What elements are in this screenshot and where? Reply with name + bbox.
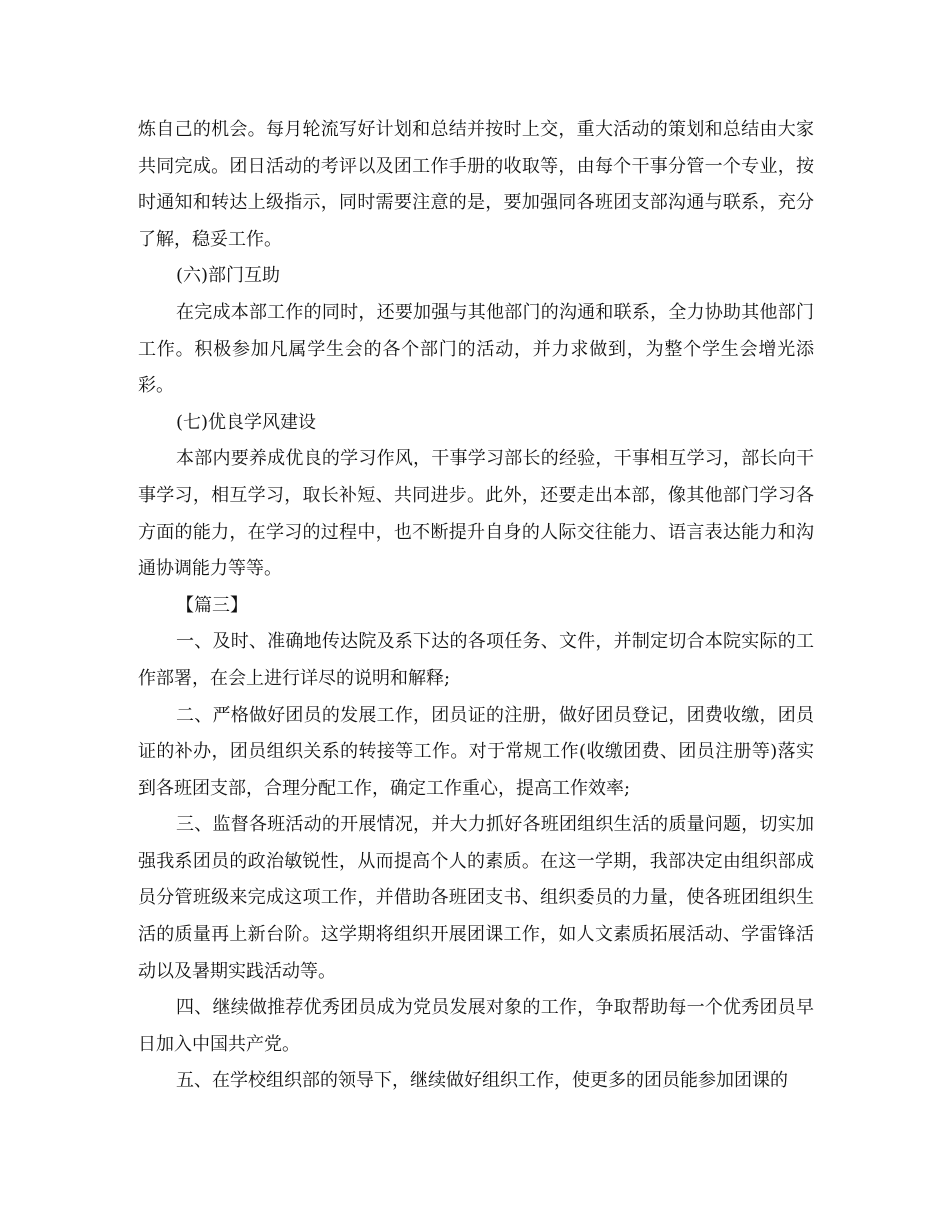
paragraph: 在完成本部工作的同时，还要加强与其他部门的沟通和联系，全力协助其他部门工作。积极参加凡属学生会的各个部门的活动，并力求做到，为整个学生会增光添彩。 — [138, 301, 814, 397]
list-item-paragraph: 一、及时、准确地传达院及系下达的各项任务、文件，并制定切合本院实际的工作部署，在会上进行详尽的说明和解释; — [138, 631, 814, 689]
list-item-paragraph: 四、继续做推荐优秀团员成为党员发展对象的工作，争取帮助每一个优秀团员早日加入中国共产党。 — [138, 997, 814, 1055]
section-heading-part-three: 【篇三】 — [176, 594, 248, 616]
section-heading-department-mutual-help: (六)部门互助 — [176, 265, 281, 287]
document-body — [138, 112, 814, 1100]
list-item-paragraph: 三、监督各班活动的开展情况，并大力抓好各班团组织生活的质量问题，切实加强我系团员的政治敏锐性，从而提高个人的素质。在这一学期，我部决定由组织部成员分管班级来完成这项工作，并借助各班团支书、组织委员的力量，使各班团组织生活的质量再上新台阶。这学期将组织开展团课工作，如人文素质拓展活动、学雷锋活动以及暑期实践活动等。 — [138, 814, 814, 982]
paragraph: 本部内要养成优良的学习作风，干事学习部长的经验，干事相互学习，部长向干事学习，相互学习，取长补短、共同进步。此外，还要走出本部，像其他部门学习各方面的能力，在学习的过程中，也不断提升自身的人际交往能力、语言表达能力和沟通协调能力等等。 — [138, 448, 814, 580]
list-item-paragraph: 五、在学校组织部的领导下，继续做好组织工作，使更多的团员能参加团课的 — [176, 1070, 788, 1092]
list-item-paragraph: 二、严格做好团员的发展工作，团员证的注册，做好团员登记，团费收缴，团员证的补办，团员组织关系的转接等工作。对于常规工作(收缴团费、团员注册等)落实到各班团支部，合理分配工作，确定工作重心，提高工作效率; — [138, 704, 814, 799]
paragraph-continuation: 炼自己的机会。每月轮流写好计划和总结并按时上交，重大活动的策划和总结由大家共同完成。团日活动的考评以及团工作手册的收取等，由每个干事分管一个专业，按时通知和转达上级指示，同时需要注意的是，要加强同各班团支部沟通与联系，充分了解，稳妥工作。 — [138, 119, 814, 250]
section-heading-study-style: (七)优良学风建设 — [176, 411, 317, 433]
